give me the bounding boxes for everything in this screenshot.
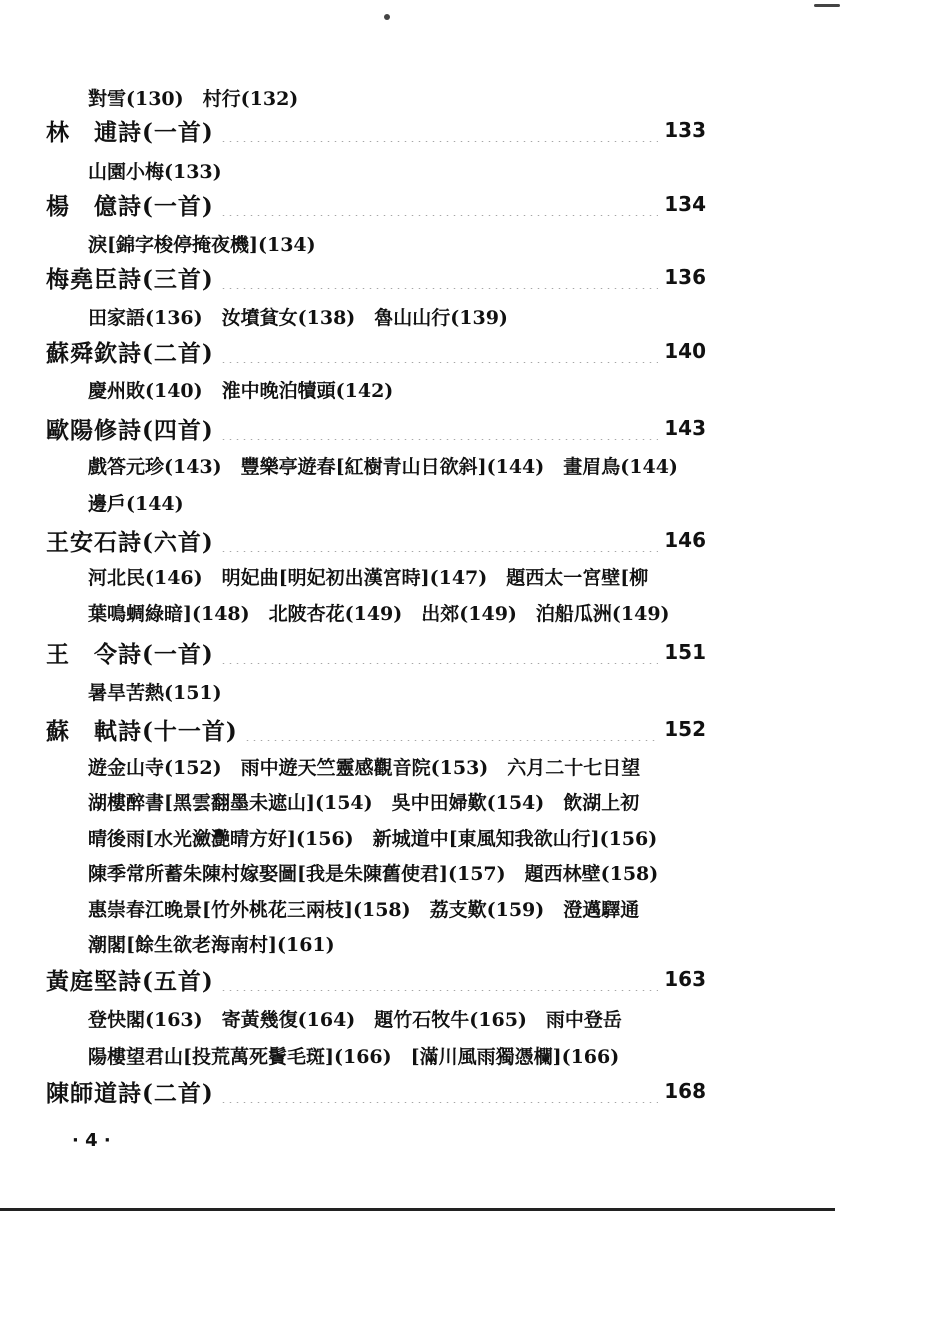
toc-entry	[46, 334, 706, 368]
toc-subentry: 葉鳴蜩綠暗](148) 北陂杏花(149) 出郊(149) 泊船瓜洲(149)	[88, 602, 670, 625]
toc-subentry: 山園小梅(133)	[88, 160, 222, 183]
toc-subentry: 邊戶(144)	[88, 492, 184, 515]
dot-leader	[220, 265, 658, 289]
toc-entry-page: 133	[664, 118, 706, 142]
dot-leader	[220, 1079, 658, 1103]
toc-entry	[46, 187, 706, 221]
toc-entry	[46, 1074, 706, 1108]
toc-entry-page: 163	[664, 967, 706, 991]
toc-entry-title: 王 令詩(一首)	[46, 640, 214, 668]
toc-entry	[46, 712, 706, 746]
dot-leader	[220, 640, 658, 664]
toc-entry-title: 歐陽修詩(四首)	[46, 416, 214, 444]
dot-leader	[220, 528, 658, 552]
toc-subentry: 暑旱苦熱(151)	[88, 681, 222, 704]
toc-subentry: 陽樓望君山[投荒萬死鬢毛斑](166) [滿川風雨獨憑欄](166)	[88, 1045, 620, 1068]
toc-entry	[46, 635, 706, 669]
scan-speck	[384, 14, 390, 20]
toc-entry	[46, 962, 706, 996]
dot-leader	[220, 339, 658, 363]
toc-subentry: 陳季常所蓄朱陳村嫁娶圖[我是朱陳舊使君](157) 題西林壁(158)	[88, 862, 659, 885]
toc-subentry: 湖樓醉書[黑雲翻墨未遮山](154) 吳中田婦歎(154) 飲湖上初	[88, 791, 640, 814]
toc-subentry: 河北民(146) 明妃曲[明妃初出漢宮時](147) 題西太一宮壁[柳	[88, 566, 649, 589]
toc-entry-title: 梅堯臣詩(三首)	[46, 265, 214, 293]
toc-entry-title: 陳師道詩(二首)	[46, 1079, 214, 1107]
scan-speck	[814, 4, 840, 7]
toc-subentry: 淚[錦字梭停掩夜機](134)	[88, 233, 316, 256]
toc-entry-page: 134	[664, 192, 706, 216]
dot-leader	[220, 192, 658, 216]
toc-subentry: 潮閣[餘生欲老海南村](161)	[88, 933, 335, 956]
toc-entry	[46, 113, 706, 147]
toc-entry-title: 黃庭堅詩(五首)	[46, 967, 214, 995]
toc-subentry: 惠崇春江晚景[竹外桃花三兩枝](158) 荔支歎(159) 澄邁驛通	[88, 898, 640, 921]
toc-subentry: 晴後雨[水光瀲灧晴方好](156) 新城道中[東風知我欲山行](156)	[88, 827, 658, 850]
toc-entry-page: 168	[664, 1079, 706, 1103]
toc-entry-page: 146	[664, 528, 706, 552]
dot-leader	[244, 717, 658, 741]
toc-subentry: 慶州敗(140) 淮中晚泊犢頭(142)	[88, 379, 394, 402]
toc-entry-page: 151	[664, 640, 706, 664]
toc-subentry: 登快閣(163) 寄黃幾復(164) 題竹石牧牛(165) 雨中登岳	[88, 1008, 622, 1031]
toc-subentry: 戲答元珍(143) 豐樂亭遊春[紅樹青山日欲斜](144) 畫眉鳥(144)	[88, 455, 678, 478]
toc-entry-page: 140	[664, 339, 706, 363]
toc-entry-page: 152	[664, 717, 706, 741]
toc-entry-title: 林 逋詩(一首)	[46, 118, 214, 146]
toc-entry-title: 王安石詩(六首)	[46, 528, 214, 556]
toc-subentry: 遊金山寺(152) 雨中遊天竺靈感觀音院(153) 六月二十七日望	[88, 756, 641, 779]
toc-subentry: 對雪(130) 村行(132)	[88, 87, 299, 110]
dot-leader	[220, 118, 658, 142]
toc-entry	[46, 260, 706, 294]
toc-entry-title: 蘇 軾詩(十一首)	[46, 717, 238, 745]
page-number: · 4 ·	[72, 1130, 111, 1151]
toc-entry-title: 蘇舜欽詩(二首)	[46, 339, 214, 367]
toc-entry	[46, 411, 706, 445]
dot-leader	[220, 967, 658, 991]
bottom-rule	[0, 1208, 835, 1211]
toc-entry-page: 136	[664, 265, 706, 289]
dot-leader	[220, 416, 658, 440]
toc-entry	[46, 523, 706, 557]
toc-entry-title: 楊 億詩(一首)	[46, 192, 214, 220]
toc-entry-page: 143	[664, 416, 706, 440]
toc-subentry: 田家語(136) 汝墳貧女(138) 魯山山行(139)	[88, 306, 508, 329]
